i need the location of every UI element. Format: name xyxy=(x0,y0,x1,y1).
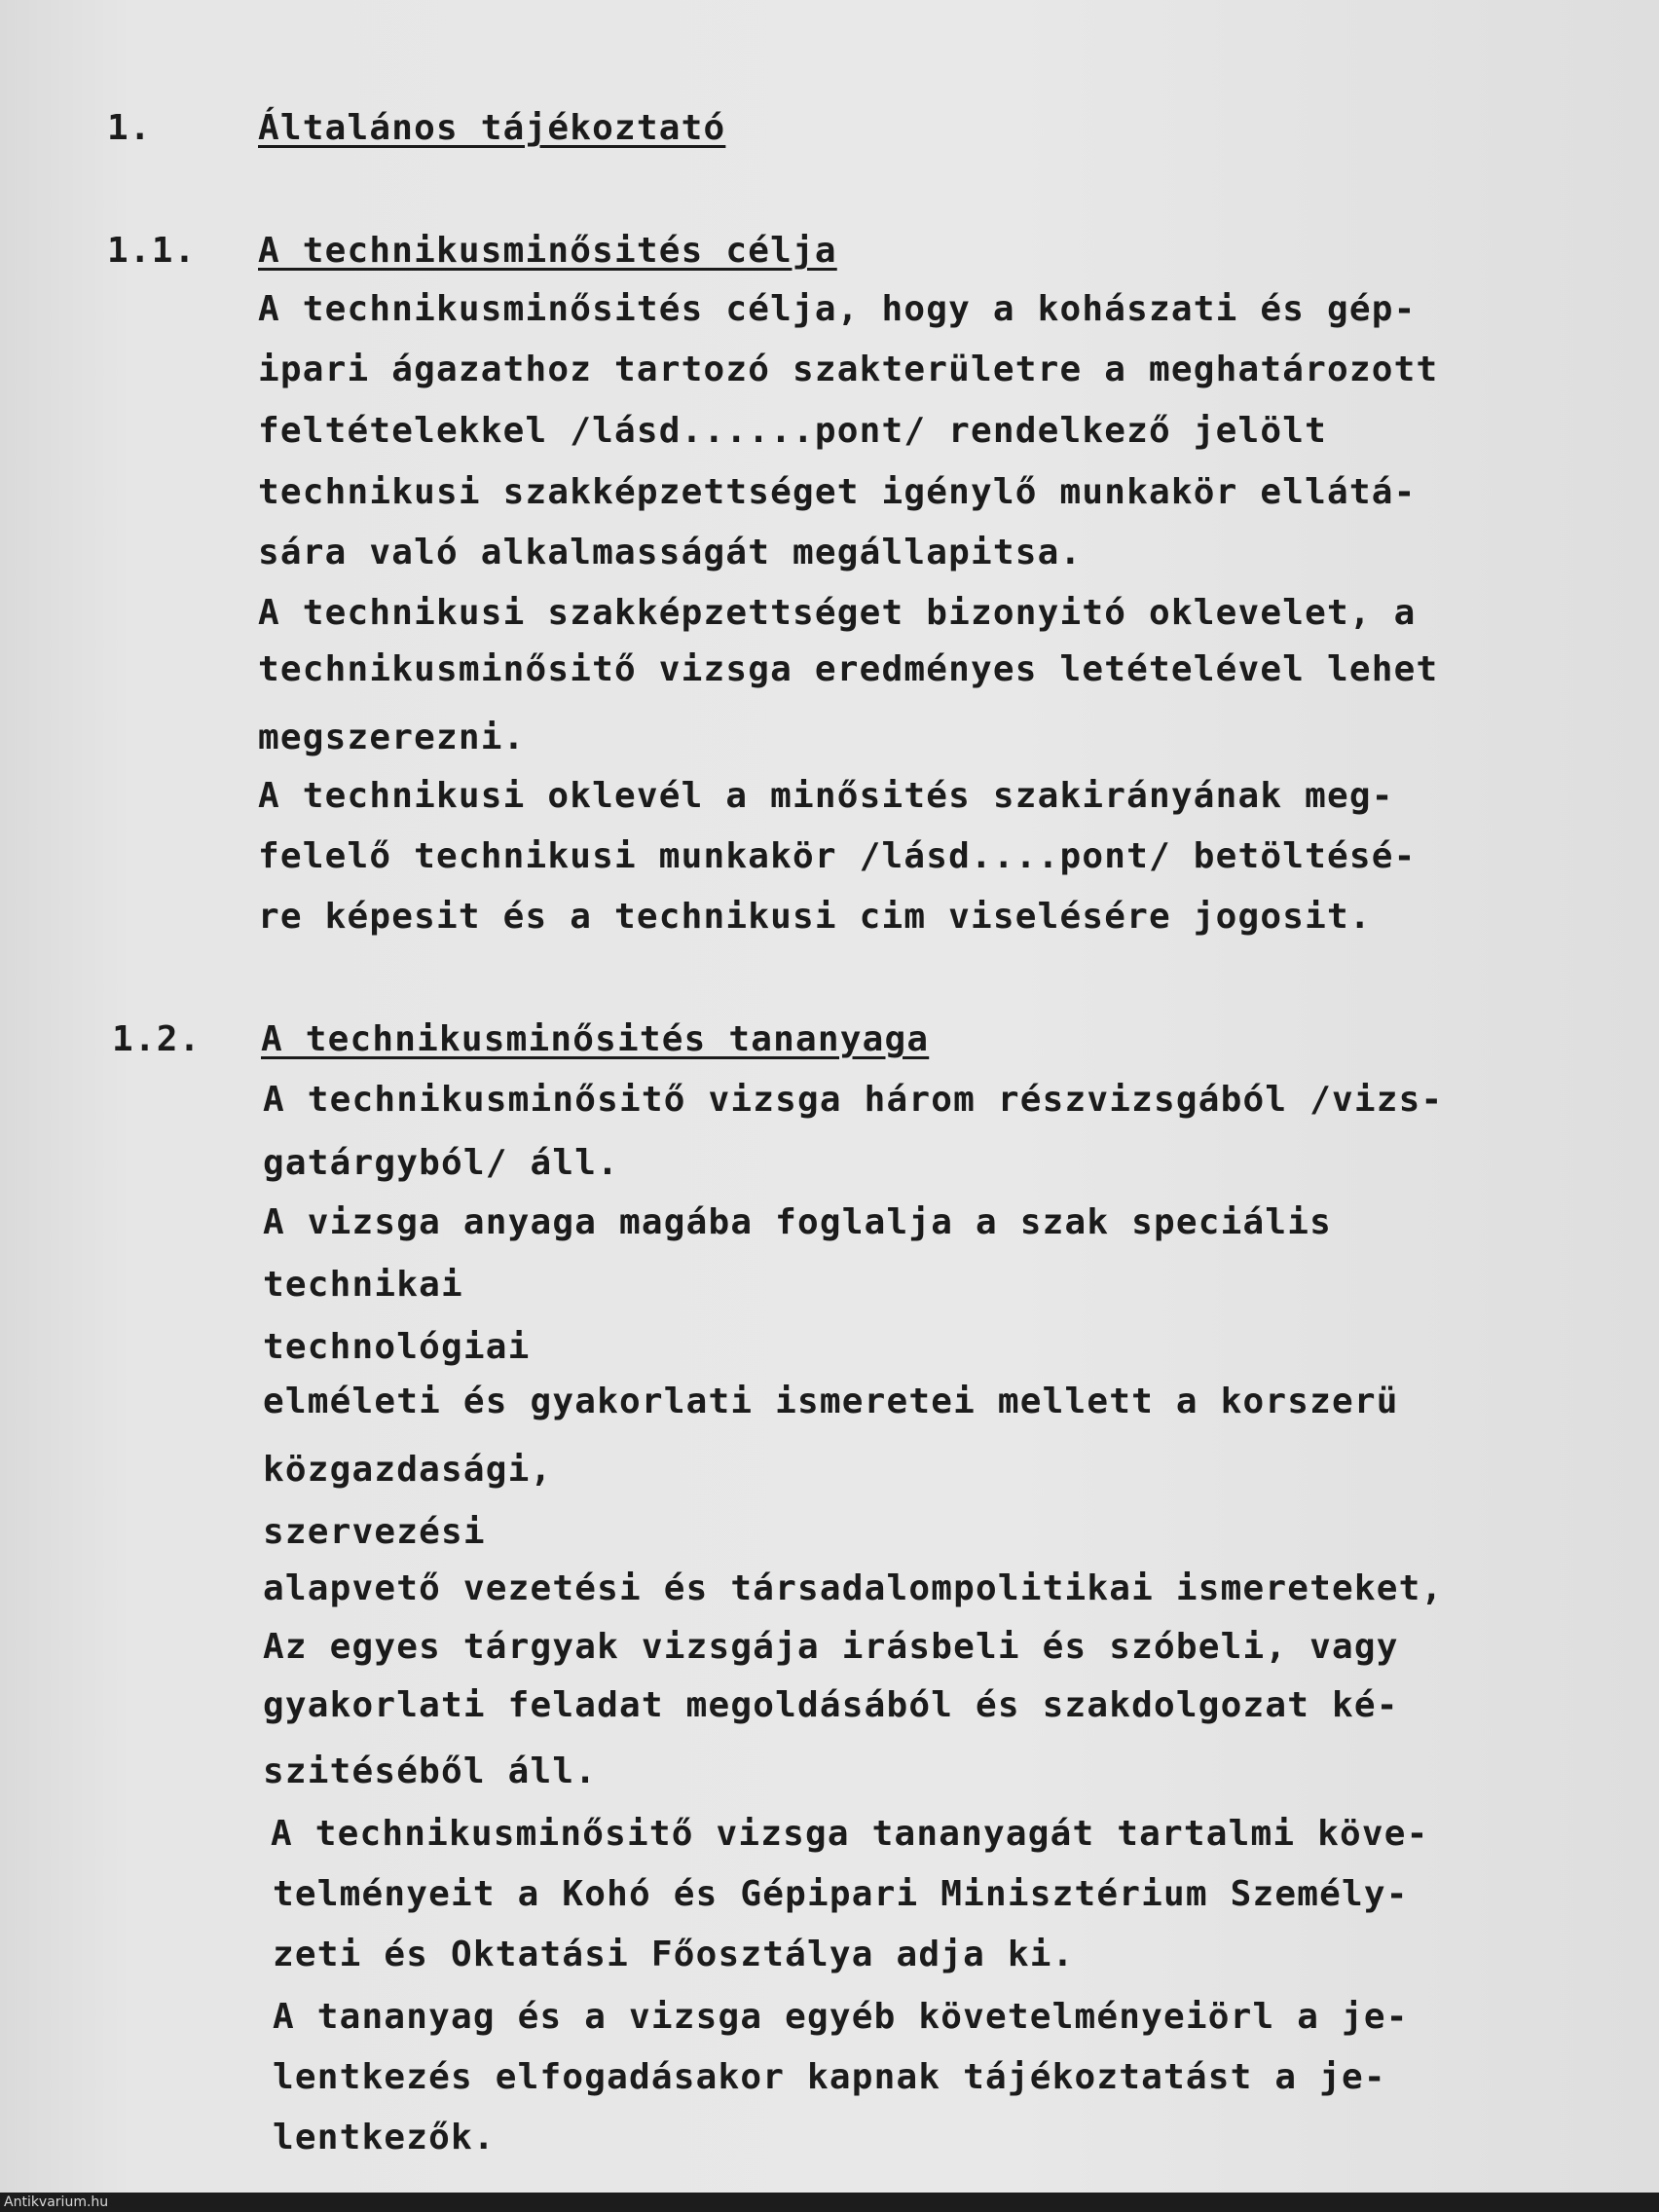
body-line: gatárgyból/ áll. xyxy=(263,1143,619,1183)
body-line: A technikusminősitő vizsga három részvizsgából /vizs- xyxy=(263,1080,1444,1120)
body-line: A technikusminősités célja, hogy a kohászati és gép- xyxy=(258,289,1417,329)
body-line: ipari ágazathoz tartozó szakterületre a meghatározott xyxy=(258,350,1439,389)
section-1-2-title: A technikusminősités tananyaga xyxy=(261,1019,930,1059)
section-1-2-number: 1.2. xyxy=(112,1019,202,1059)
body-line: A technikusminősitő vizsga tananyagát tartalmi köve- xyxy=(271,1814,1429,1854)
body-line: technikusi szakképzettséget igénylő munkakör ellátá- xyxy=(258,472,1417,512)
body-line: megszerezni. xyxy=(258,718,526,757)
body-line: zeti és Oktatási Főosztálya adja ki. xyxy=(273,1935,1075,1974)
body-line: szitéséből áll. xyxy=(263,1751,598,1791)
body-line: elméleti és gyakorlati ismeretei mellett a korszerü xyxy=(263,1382,1399,1421)
body-line: technikusminősitő vizsga eredményes letételével lehet xyxy=(258,649,1439,689)
section-1-title: Általános tájékoztató xyxy=(258,108,726,148)
body-line: A vizsga anyaga magába foglalja a szak speciális xyxy=(263,1202,1332,1242)
body-line: gyakorlati feladat megoldásából és szakdolgozat ké- xyxy=(263,1685,1399,1725)
body-line: Az egyes tárgyak vizsgája irásbeli és szóbeli, vagy xyxy=(263,1627,1399,1667)
watermark-text: Antikvarium.hu xyxy=(4,2194,109,2210)
body-line: sára való alkalmasságát megállapitsa. xyxy=(258,533,1083,572)
body-line: A technikusi oklevél a minősités szakirányának meg- xyxy=(258,776,1394,816)
body-line: technológiai xyxy=(263,1327,531,1367)
body-line: re képesit és a technikusi cim viselésére jogosit. xyxy=(258,897,1372,937)
body-line: alapvető vezetési és társadalompolitikai ismereteket, xyxy=(263,1568,1444,1608)
body-line: feltételekkel /lásd......pont/ rendelkező jelölt xyxy=(258,411,1327,451)
body-line: közgazdasági, xyxy=(263,1450,553,1490)
footer-bar xyxy=(0,2193,1659,2212)
body-line: lentkezés elfogadásakor kapnak tájékoztatást a je- xyxy=(273,2057,1386,2097)
body-line: A tananyag és a vizsga egyéb követelményeiörl a je- xyxy=(273,1997,1409,2037)
body-line: felelő technikusi munkakör /lásd....pont/ betöltésé- xyxy=(258,836,1417,876)
body-line: technikai xyxy=(263,1265,463,1305)
body-line: A technikusi szakképzettséget bizonyitó oklevelet, a xyxy=(258,593,1417,633)
section-1-1-number: 1.1. xyxy=(107,231,197,271)
body-line: telményeit a Kohó és Gépipari Minisztérium Személy- xyxy=(273,1874,1409,1914)
section-1-1-title: A technikusminősités célja xyxy=(258,231,837,271)
body-line: lentkezők. xyxy=(273,2118,496,2157)
body-line: szervezési xyxy=(263,1512,486,1552)
section-1-number: 1. xyxy=(107,108,152,148)
